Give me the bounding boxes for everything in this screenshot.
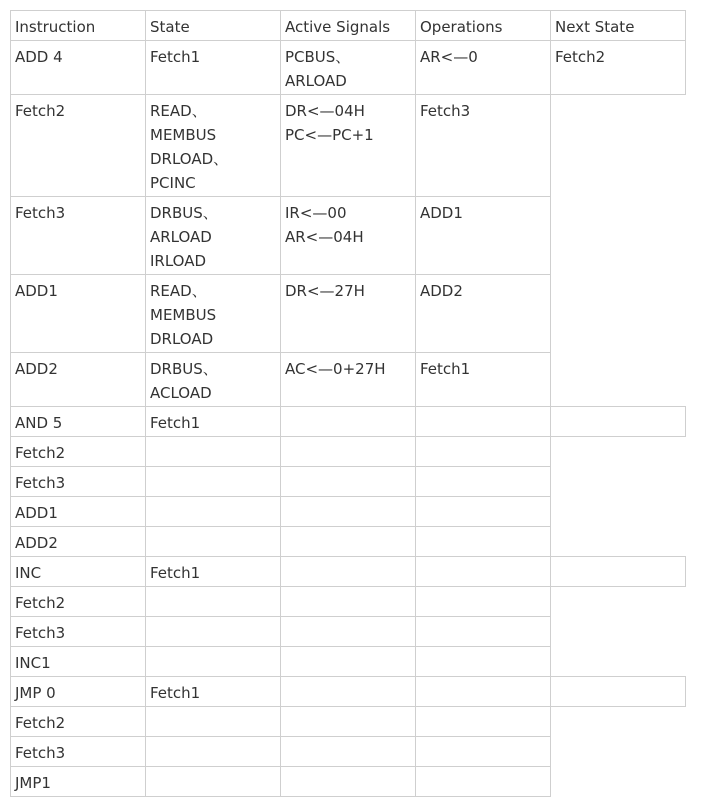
cell-active-signals bbox=[280, 556, 416, 587]
cell-active-signals-text: PCBUS、 bbox=[285, 48, 351, 66]
cell-instruction-text: ADD1 bbox=[15, 504, 58, 522]
cell-active-signals bbox=[280, 496, 416, 527]
cell-instruction bbox=[10, 40, 146, 95]
cell-active-signals-text: ARLOAD bbox=[285, 72, 347, 90]
cell-state bbox=[145, 736, 281, 767]
cell-state-text: PCINC bbox=[150, 174, 196, 192]
cell-operations bbox=[415, 736, 551, 767]
cell-active-signals bbox=[280, 436, 416, 467]
cell-operations-text: Fetch3 bbox=[420, 102, 471, 120]
cell-state bbox=[145, 646, 281, 677]
header-next-state-text: Next State bbox=[555, 18, 635, 36]
cell-state bbox=[145, 586, 281, 617]
cell-operations bbox=[415, 766, 551, 797]
cell-state-text: DRLOAD、 bbox=[150, 150, 229, 168]
cell-instruction-text: ADD1 bbox=[15, 282, 58, 300]
cell-active-signals bbox=[280, 676, 416, 707]
cell-instruction bbox=[10, 736, 146, 767]
cell-instruction bbox=[10, 406, 146, 437]
header-operations-text: Operations bbox=[420, 18, 503, 36]
header-active-signals-text: Active Signals bbox=[285, 18, 391, 36]
cell-instruction bbox=[10, 436, 146, 467]
cell-operations bbox=[415, 676, 551, 707]
cell-operations-text: ADD1 bbox=[420, 204, 463, 222]
header-instruction bbox=[10, 10, 146, 41]
cell-instruction-text: JMP 0 bbox=[15, 684, 56, 702]
cell-state bbox=[145, 466, 281, 497]
cell-state bbox=[145, 274, 281, 353]
cell-instruction-text: INC1 bbox=[15, 654, 51, 672]
cell-operations bbox=[415, 406, 551, 437]
cell-operations-text: ADD2 bbox=[420, 282, 463, 300]
cell-instruction bbox=[10, 616, 146, 647]
cell-active-signals-text: DR<—27H bbox=[285, 282, 365, 300]
cell-active-signals bbox=[280, 526, 416, 557]
cell-instruction bbox=[10, 352, 146, 407]
cell-state bbox=[145, 352, 281, 407]
cell-operations bbox=[415, 274, 551, 353]
cell-state-text: MEMBUS bbox=[150, 126, 217, 144]
header-operations bbox=[415, 10, 551, 41]
cell-instruction bbox=[10, 646, 146, 677]
cell-instruction-text: Fetch3 bbox=[15, 474, 66, 492]
cell-next-state bbox=[550, 556, 686, 587]
header-state-text: State bbox=[150, 18, 190, 36]
cell-state-text: READ、 bbox=[150, 102, 207, 120]
cell-instruction bbox=[10, 94, 146, 197]
cell-active-signals bbox=[280, 646, 416, 677]
cell-operations-text: AR<—0 bbox=[420, 48, 478, 66]
header-next-state bbox=[550, 10, 686, 41]
cell-active-signals-text: AR<—04H bbox=[285, 228, 364, 246]
cell-instruction bbox=[10, 496, 146, 527]
cell-operations bbox=[415, 466, 551, 497]
cell-active-signals-text: IR<—00 bbox=[285, 204, 347, 222]
cell-instruction-text: Fetch2 bbox=[15, 444, 66, 462]
cell-instruction-text: Fetch3 bbox=[15, 624, 66, 642]
cell-state-text: Fetch1 bbox=[150, 564, 201, 582]
cell-operations bbox=[415, 436, 551, 467]
cell-instruction-text: INC bbox=[15, 564, 42, 582]
cell-state bbox=[145, 196, 281, 275]
cell-state-text: Fetch1 bbox=[150, 684, 201, 702]
cell-next-state bbox=[550, 406, 686, 437]
cell-state-text: IRLOAD bbox=[150, 252, 207, 270]
cell-instruction bbox=[10, 676, 146, 707]
cell-state-text: ARLOAD bbox=[150, 228, 212, 246]
cell-operations bbox=[415, 40, 551, 95]
cell-instruction-text: ADD 4 bbox=[15, 48, 63, 66]
cell-active-signals bbox=[280, 466, 416, 497]
cell-instruction-text: Fetch2 bbox=[15, 594, 66, 612]
cell-next-state bbox=[550, 676, 686, 707]
cell-instruction-text: Fetch2 bbox=[15, 714, 66, 732]
cell-operations bbox=[415, 352, 551, 407]
cell-instruction-text: ADD2 bbox=[15, 360, 58, 378]
cell-active-signals bbox=[280, 616, 416, 647]
cell-next-state-text: Fetch2 bbox=[555, 48, 606, 66]
cell-instruction-text: Fetch3 bbox=[15, 744, 66, 762]
cell-state-text: DRBUS、 bbox=[150, 204, 218, 222]
cell-state-text: MEMBUS bbox=[150, 306, 217, 324]
cell-state bbox=[145, 526, 281, 557]
cell-instruction bbox=[10, 766, 146, 797]
cell-operations bbox=[415, 586, 551, 617]
cell-active-signals-text: AC<—0+27H bbox=[285, 360, 386, 378]
cell-state bbox=[145, 766, 281, 797]
cell-state-text: Fetch1 bbox=[150, 48, 201, 66]
cell-state-text: DRBUS、 bbox=[150, 360, 218, 378]
cell-state bbox=[145, 94, 281, 197]
cell-active-signals bbox=[280, 586, 416, 617]
cell-instruction-text: JMP1 bbox=[15, 774, 51, 792]
cell-instruction-text: Fetch3 bbox=[15, 204, 66, 222]
cell-state bbox=[145, 406, 281, 437]
cell-state bbox=[145, 676, 281, 707]
cell-operations bbox=[415, 94, 551, 197]
header-active-signals bbox=[280, 10, 416, 41]
cell-active-signals bbox=[280, 352, 416, 407]
cell-state bbox=[145, 40, 281, 95]
cell-active-signals bbox=[280, 406, 416, 437]
cell-instruction bbox=[10, 196, 146, 275]
cell-operations bbox=[415, 706, 551, 737]
cell-operations bbox=[415, 496, 551, 527]
cell-state-text: Fetch1 bbox=[150, 414, 201, 432]
cell-active-signals bbox=[280, 94, 416, 197]
cell-active-signals bbox=[280, 40, 416, 95]
cell-operations bbox=[415, 646, 551, 677]
cell-instruction bbox=[10, 274, 146, 353]
header-state bbox=[145, 10, 281, 41]
cell-operations bbox=[415, 556, 551, 587]
cell-instruction bbox=[10, 466, 146, 497]
header-instruction-text: Instruction bbox=[15, 18, 96, 36]
cell-instruction-text: ADD2 bbox=[15, 534, 58, 552]
cell-instruction bbox=[10, 526, 146, 557]
cell-state-text: READ、 bbox=[150, 282, 207, 300]
cell-active-signals bbox=[280, 196, 416, 275]
cell-state bbox=[145, 706, 281, 737]
cell-operations bbox=[415, 196, 551, 275]
cell-active-signals bbox=[280, 766, 416, 797]
cell-active-signals bbox=[280, 736, 416, 767]
cell-state bbox=[145, 496, 281, 527]
cell-active-signals bbox=[280, 706, 416, 737]
cell-active-signals-text: DR<—04H bbox=[285, 102, 365, 120]
cell-instruction bbox=[10, 586, 146, 617]
cell-state-text: ACLOAD bbox=[150, 384, 212, 402]
cell-instruction-text: Fetch2 bbox=[15, 102, 66, 120]
microinstruction-table bbox=[10, 10, 685, 792]
cell-instruction bbox=[10, 556, 146, 587]
cell-state bbox=[145, 556, 281, 587]
cell-instruction-text: AND 5 bbox=[15, 414, 63, 432]
cell-operations bbox=[415, 616, 551, 647]
cell-active-signals bbox=[280, 274, 416, 353]
cell-next-state bbox=[550, 40, 686, 95]
cell-instruction bbox=[10, 706, 146, 737]
cell-operations-text: Fetch1 bbox=[420, 360, 471, 378]
cell-operations bbox=[415, 526, 551, 557]
cell-state bbox=[145, 436, 281, 467]
cell-state-text: DRLOAD bbox=[150, 330, 214, 348]
cell-active-signals-text: PC<—PC+1 bbox=[285, 126, 374, 144]
cell-state bbox=[145, 616, 281, 647]
